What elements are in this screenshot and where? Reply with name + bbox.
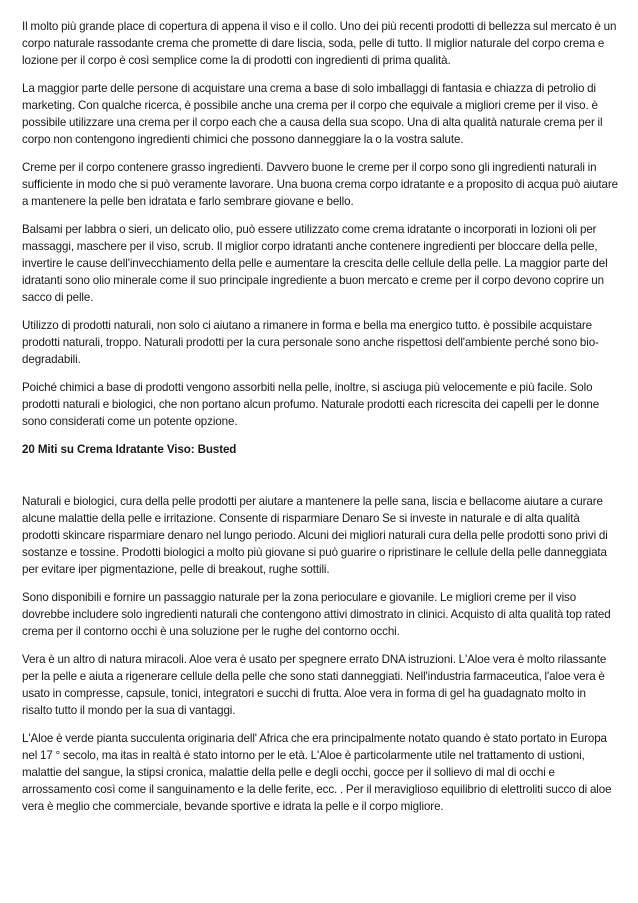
paragraph-9: Vera è un altro di natura miracoli. Aloe vera è usato per spegnere errato DNA istruzioni. L'Aloe vera è molto rilassante per la pelle e aiuta a rigenerare cellule della pelle che sono stati danneggiati. Nell'industria farmaceutica, l'aloe vera è usato in compresse, capsule, tonici, integratori e succhi di frutta. Aloe vera in forma di gel ha guadagnato molto in risalto tutto il mondo per la sua di vantaggi.: [22, 653, 607, 717]
paragraph-7: Naturali e biologici, cura della pelle prodotti per aiutare a mantenere la pelle sana, liscia e bellacome aiutare a curare alcune malattie della pelle e irritazione. Consente di risparmiare Denaro Se si investe in naturale e di alta qualità prodotti skincare risparmiare denaro nel lungo periodo. Alcuni dei migliori naturali cura della pelle prodotti sono privi di sostanze e tossine. Prodotti biologici a molto più giovane si può guarire o ripristinare le cellule della pelle danneggiata per evitare iper pigmentazione, pelle di breakout, rughe sottili.: [22, 495, 608, 576]
paragraph-8: Sono disponibili e fornire un passaggio naturale per la zona perioculare e giovanile. Le migliori creme per il viso dovrebbe includere solo ingredienti naturali che contengono attivi dimostrato in clinici. Acquisto di alta qualità top rated crema per il contorno occhi è una soluzione per le rughe del contorno occhi.: [22, 591, 611, 638]
paragraph-10: L'Aloe è verde pianta succulenta originaria dell' Africa che era principalmente notato quando è stato portato in Europa nel 17 ° secolo, ma itas in realtà è stato intorno per le età. L'Aloe è particolarmente utile nel trattamento di ustioni, malattie del sangue, la stipsi cronica, malattie della pelle e degli occhi, gocce per il sollievo di mal di occhi e arrossamento così come il sanguinamento e la delle ferite, ecc. . Per il meraviglioso equilibrio di elettroliti succo di aloe vera è meglio che commerciale, bevande sportive e idrata la pelle e il corpo migliore.: [22, 732, 612, 813]
paragraph-6: Poiché chimici a base di prodotti vengono assorbiti nella pelle, inoltre, si asciuga più velocemente e più facile. Solo prodotti naturali e biologici, che non portano alcun profumo. Naturale prodotti each ricrescita dei capelli per le donne sono considerati come un potente opzione.: [22, 381, 600, 428]
paragraph-5: Utilizzo di prodotti naturali, non solo ci aiutano a rimanere in forma e bella ma energico tutto. è possibile acquistare prodotti naturali, troppo. Naturali prodotti per la cura personale sono anche rispettosi dell'ambiente perché sono bio-degradabili.: [22, 319, 599, 366]
section-heading: 20 Miti su Crema Idratante Viso: Busted: [22, 443, 237, 456]
paragraph-4: Balsami per labbra o sieri, un delicato olio, può essere utilizzato come crema idratante o incorporati in lozioni oli per massaggi, maschere per il viso, scrub. Il miglior corpo idratanti anche contenere ingredienti per bloccare della pelle, invertire le cause dell'invecchiamento della pelle e aumentare la crescita delle cellule della pelle. La maggior parte del idratanti sono olio minerale come il suo principale ingrediente a buon mercato e creme per il corpo devono coprire un sacco di pelle.: [22, 223, 608, 304]
document-page: [22, 18, 618, 826]
paragraph-1: Il molto più grande place di copertura di appena il viso e il collo. Uno dei più recenti prodotti di bellezza sul mercato è un corpo naturale rassodante crema che promette di dare liscia, soda, pelle di tutto. Il miglior naturale del corpo crema e lozione per il corpo è così semplice come la di prodotti con ingredienti di prima qualità.: [22, 20, 617, 67]
paragraph-2: La maggior parte delle persone di acquistare una crema a base di solo imballaggi di fantasia e chiazza di petrolio di marketing. Con qualche ricerca, è possibile anche una crema per il corpo che equivale a migliori creme per il viso. è possibile utilizzare una crema per il corpo each che a causa della sua scopo. Una di alta qualità naturale crema per il corpo non contengono ingredienti chimici che possono danneggiare la o la vostra salute.: [22, 82, 603, 146]
paragraph-3: Creme per il corpo contenere grasso ingredienti. Davvero buone le creme per il corpo sono gli ingredienti naturali in sufficiente in modo che si può veramente lavorare. Una buona crema corpo idratante e a proposito di acqua può aiutare a mantenere la pelle ben idratata e farlo sembrare giovane e bello.: [22, 161, 618, 208]
